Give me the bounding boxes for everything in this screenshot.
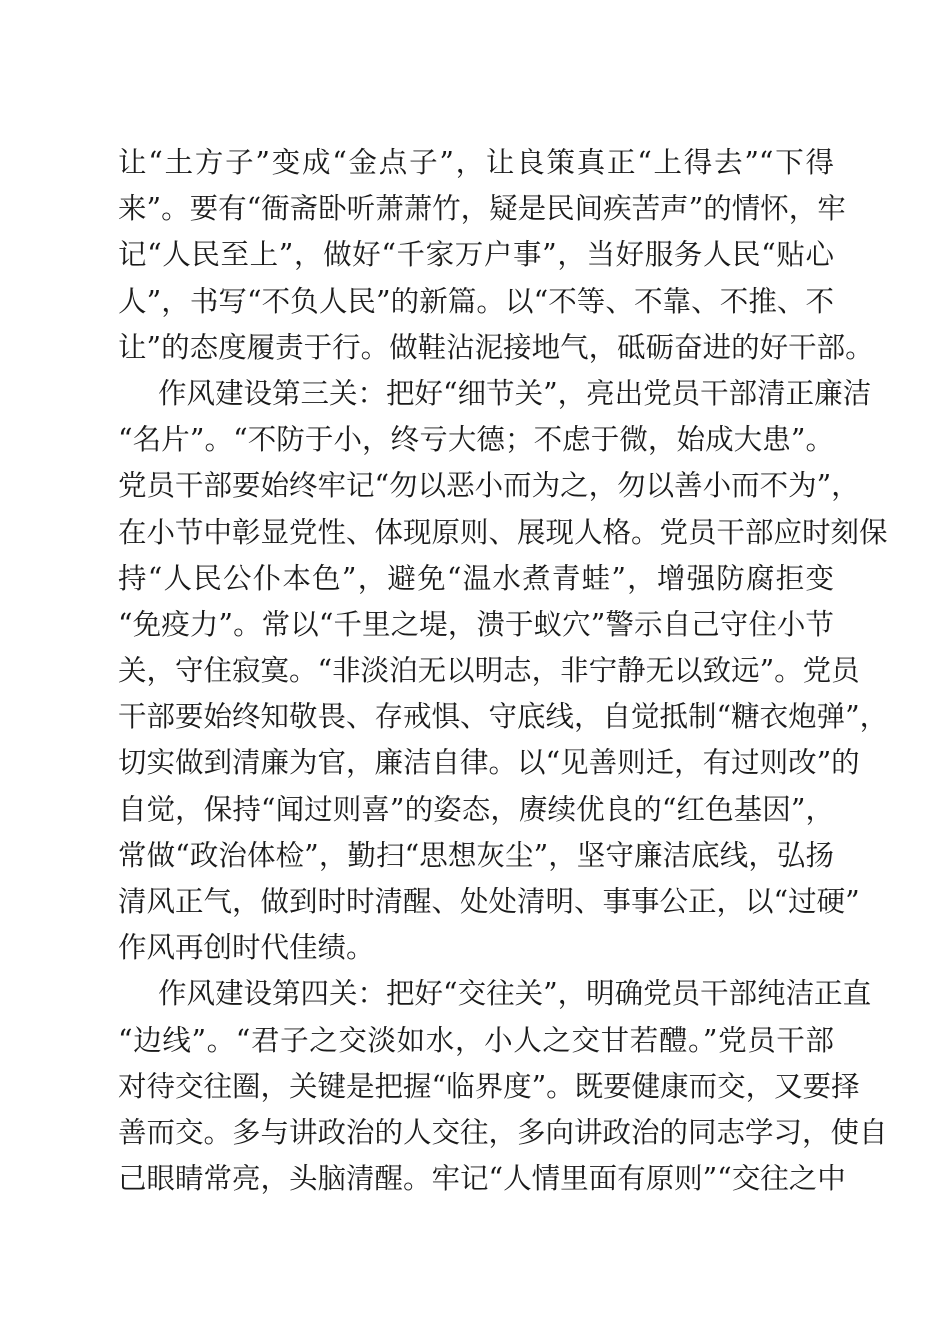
text-line: 党员干部要始终牢记“勿以恶小而为之，勿以善小而不为”， — [118, 469, 860, 503]
text-line: 己眼睛常亮，头脑清醒。牢记“人情里面有原则”“交往之中 — [118, 1162, 846, 1196]
text-line: 清风正气，做到时时清醒、处处清明、事事公正，以“过硬” — [118, 885, 860, 918]
text-line: 关，守住寂寞。“非淡泊无以明志，非宁静无以致远”。党员 — [118, 654, 860, 688]
text-line: 在小节中彰显党性、体现原则、展现人格。党员干部应时刻保 — [118, 515, 888, 549]
text-line: 人”，书写“不负人民”的新篇。以“不等、不靠、不推、不 — [118, 284, 834, 318]
document-page — [118, 140, 889, 1202]
text-line: 干部要始终知敬畏、存戒惧、守底线，自觉抵制“糖衣炮弹”， — [118, 700, 889, 734]
text-line: 作风建设第四关：把好“交往关”，明确党员干部纯洁正直 — [158, 977, 872, 1011]
text-line: 让”的态度履责于行。做鞋沾泥接地气，砥砺奋进的好干部。 — [118, 330, 874, 364]
text-line: 切实做到清廉为官，廉洁自律。以“见善则迁，有过则改”的 — [118, 746, 860, 780]
text-line: “免疫力”。常以“千里之堤，溃于蚁穴”警示自己守住小节 — [118, 607, 834, 641]
text-line: 让“土方子”变成“金点子”，让良策真正“上得去”“下得 — [118, 146, 834, 179]
text-line: “边线”。“君子之交淡如水，小人之交甘若醴。”党员干部 — [118, 1023, 834, 1057]
text-line: 常做“政治体检”，勤扫“思想灰尘”，坚守廉洁底线，弘扬 — [118, 838, 834, 872]
text-line: 来”。要有“衙斋卧听萧萧竹，疑是民间疾苦声”的情怀，牢 — [118, 192, 846, 226]
paragraph-3 — [118, 971, 888, 1202]
text-line: 持“人民公仆本色”，避免“温水煮青蛙”，增强防腐拒变 — [118, 561, 834, 595]
text-line: 善而交。多与讲政治的人交往，多向讲政治的同志学习，使自 — [118, 1115, 888, 1149]
text-line: “名片”。“不防于小，终亏大德；不虑于微，始成大患”。 — [118, 423, 834, 457]
paragraph-2 — [118, 371, 889, 971]
text-line: 自觉，保持“闻过则喜”的姿态，赓续优良的“红色基因”， — [118, 792, 834, 826]
text-line: 作风建设第三关：把好“细节关”，亮出党员干部清正廉洁 — [158, 376, 872, 410]
text-line: 记“人民至上”，做好“千家万户事”，当好服务人民“贴心 — [118, 238, 834, 272]
text-line: 作风再创时代佳绩。 — [118, 931, 375, 965]
text-line: 对待交往圈，关键是把握“临界度”。既要健康而交，又要择 — [118, 1069, 860, 1103]
paragraph-1 — [118, 140, 874, 371]
